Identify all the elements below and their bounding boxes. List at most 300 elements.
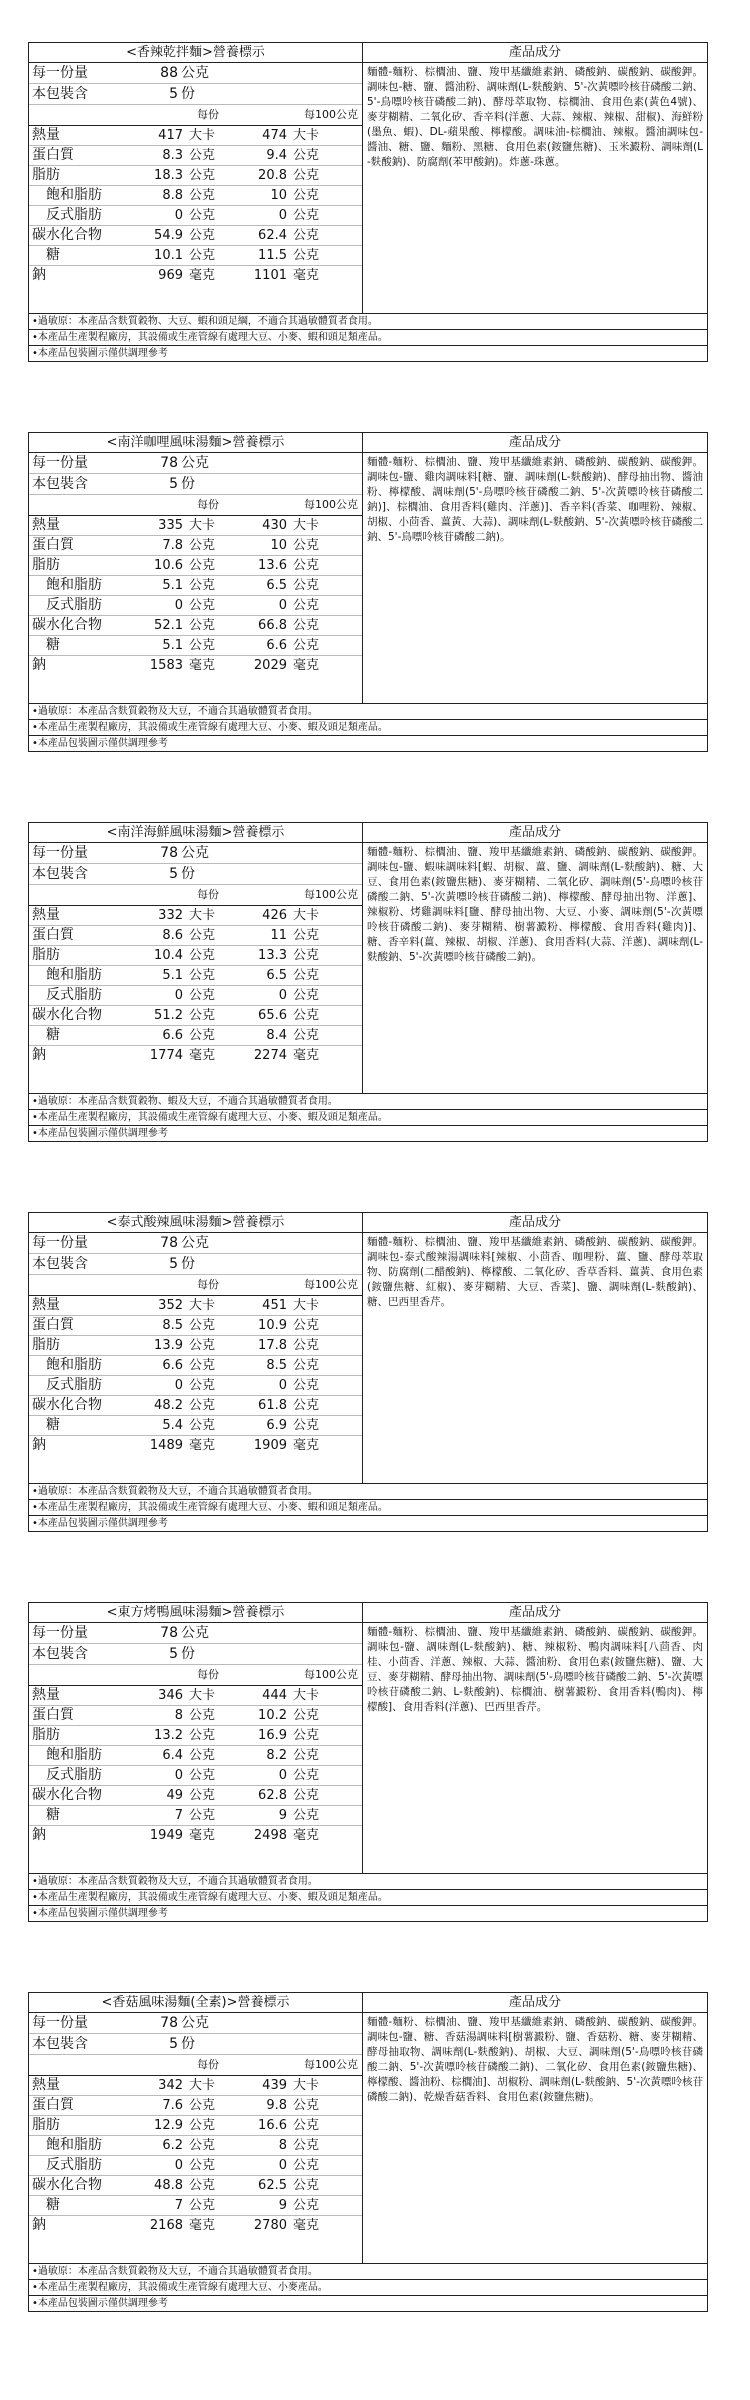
nutrient-label: 熱量 xyxy=(32,1687,60,1703)
per-100g-value: 430 xyxy=(262,518,287,533)
ingredients-text: 麵體-麵粉、棕櫚油、鹽、羧甲基纖維素鈉、磷酸鈉、碳酸鈉、碳酸鉀。調味包-泰式酸辣湯調味料[辣椒、小茴香、咖哩粉、薑、鹽、酵母萃取物、防腐劑(二醋酸鈉)、檸檬酸、二氧化矽、香草香料、薑黃、食用色素(銨鹽焦糖、紅椒)、麥芽糊精、大豆、香菜]、鹽、調味劑(L-麩酸鈉)、糖、巴西里香芹。 xyxy=(367,1236,703,1308)
nutrition-row-sugar xyxy=(29,1026,362,1046)
per-serving-value: 10.6 xyxy=(154,558,183,573)
per-100g-value: 451 xyxy=(262,1298,287,1313)
nutrition-header xyxy=(29,2055,362,2076)
servings-unit: 份 xyxy=(181,1646,195,1662)
nutrition-row-sugar xyxy=(29,636,362,656)
unit-label: 公克 xyxy=(293,598,320,613)
unit-label: 公克 xyxy=(189,1808,216,1823)
nutrition-header xyxy=(29,1275,362,1296)
unit-label: 大卡 xyxy=(293,2078,320,2093)
nutrition-label-card xyxy=(28,1602,708,1922)
nutrition-table-area xyxy=(29,823,707,1094)
servings-unit: 份 xyxy=(181,2036,195,2052)
per-100g-value: 16.9 xyxy=(258,1728,287,1743)
per-serving-value: 8.5 xyxy=(162,1318,183,1333)
per-serving-value: 8.8 xyxy=(162,188,183,203)
nutrition-table-area xyxy=(29,1213,707,1484)
nutrient-label: 飽和脂肪 xyxy=(46,1357,102,1373)
nutrition-row-sat_fat xyxy=(29,2136,362,2156)
unit-label: 公克 xyxy=(189,2138,216,2153)
nutrient-label: 熱量 xyxy=(32,1297,60,1313)
per-100g-value: 20.8 xyxy=(258,168,287,183)
unit-label: 毫克 xyxy=(293,268,320,283)
nutrition-facts xyxy=(29,433,363,703)
per-serving-value: 352 xyxy=(158,1298,183,1313)
per-serving-value: 7 xyxy=(174,2198,183,2213)
per-100g-value: 2780 xyxy=(253,2218,287,2233)
unit-label: 毫克 xyxy=(189,268,216,283)
per-100g-value: 13.6 xyxy=(258,558,287,573)
per-serving-value: 7.6 xyxy=(162,2098,183,2113)
unit-label: 公克 xyxy=(293,578,320,593)
per-serving-value: 7.8 xyxy=(162,538,183,553)
serving-size-value: 78 xyxy=(160,1235,178,1251)
unit-label: 公克 xyxy=(293,558,320,573)
nutrition-row-fat xyxy=(29,2116,362,2136)
nutrient-label: 碳水化合物 xyxy=(32,617,102,633)
nutrition-row-sodium xyxy=(29,266,362,285)
servings-value: 5 xyxy=(169,1256,178,1272)
serving-size-label: 每一份量 xyxy=(32,455,88,471)
per-100g-header: 每100公克 xyxy=(304,888,358,901)
per-serving-value: 335 xyxy=(158,518,183,533)
per-serving-value: 5.1 xyxy=(162,578,183,593)
nutrient-label: 糖 xyxy=(46,247,60,263)
unit-label: 公克 xyxy=(189,558,216,573)
nutrition-row-carbs xyxy=(29,616,362,636)
servings-value: 5 xyxy=(169,86,178,102)
unit-label: 毫克 xyxy=(189,1048,216,1063)
allergen-note: •本產品包裝圖示僅供調理參考 xyxy=(32,1518,168,1529)
unit-label: 公克 xyxy=(293,1318,320,1333)
servings-label: 本包裝含 xyxy=(32,1256,88,1272)
nutrient-label: 蛋白質 xyxy=(32,2097,74,2113)
nutrition-row-protein xyxy=(29,926,362,946)
allergen-note: •本產品生產製程廠房，其設備或生產管線有處理大豆、小麥、蝦及頭足類產品。 xyxy=(29,720,707,736)
per-100g-value: 2498 xyxy=(253,1828,287,1843)
ingredients-panel xyxy=(363,1993,707,2263)
unit-label: 公克 xyxy=(293,2098,320,2113)
unit-label: 公克 xyxy=(189,598,216,613)
unit-label: 公克 xyxy=(189,1788,216,1803)
nutrient-label: 熱量 xyxy=(32,517,60,533)
servings-row xyxy=(29,84,362,105)
nutrition-row-protein xyxy=(29,536,362,556)
unit-label: 公克 xyxy=(189,1008,216,1023)
unit-label: 公克 xyxy=(293,1728,320,1743)
unit-label: 公克 xyxy=(293,228,320,243)
nutrient-label: 鈉 xyxy=(32,2217,46,2233)
servings-value: 5 xyxy=(169,476,178,492)
unit-label: 公克 xyxy=(293,2118,320,2133)
allergen-note: •本產品包裝圖示僅供調理參考 xyxy=(32,738,168,749)
unit-label: 毫克 xyxy=(293,1048,320,1063)
unit-label: 公克 xyxy=(189,1358,216,1373)
unit-label: 公克 xyxy=(293,1808,320,1823)
serving-size-row xyxy=(29,453,362,474)
nutrition-facts xyxy=(29,43,363,313)
ingredients-panel xyxy=(363,43,707,313)
unit-label: 公克 xyxy=(293,168,320,183)
unit-label: 公克 xyxy=(189,188,216,203)
nutrient-label: 糖 xyxy=(46,1417,60,1433)
nutrient-label: 脂肪 xyxy=(32,2117,60,2133)
allergen-note: •本產品生產製程廠房，其設備或生產管線有處理大豆、小麥產品。 xyxy=(29,2280,707,2296)
per-serving-value: 417 xyxy=(158,128,183,143)
unit-label: 毫克 xyxy=(189,2218,216,2233)
per-100g-value: 65.6 xyxy=(258,1008,287,1023)
servings-row xyxy=(29,1254,362,1275)
unit-label: 毫克 xyxy=(293,1828,320,1843)
per-100g-value: 6.5 xyxy=(266,578,287,593)
unit-label: 公克 xyxy=(189,928,216,943)
nutrition-header xyxy=(29,1665,362,1686)
nutrient-label: 鈉 xyxy=(32,657,46,673)
nutrient-label: 鈉 xyxy=(32,1047,46,1063)
per-serving-value: 5.1 xyxy=(162,968,183,983)
unit-label: 大卡 xyxy=(293,1688,320,1703)
servings-unit: 份 xyxy=(181,86,195,102)
per-100g-value: 8.4 xyxy=(266,1028,287,1043)
per-serving-value: 5.1 xyxy=(162,638,183,653)
nutrient-label: 脂肪 xyxy=(32,947,60,963)
per-100g-value: 444 xyxy=(262,1688,287,1703)
per-100g-value: 10.9 xyxy=(258,1318,287,1333)
unit-label: 公克 xyxy=(189,168,216,183)
per-serving-value: 0 xyxy=(174,1378,183,1393)
nutrient-label: 蛋白質 xyxy=(32,927,74,943)
unit-label: 大卡 xyxy=(293,908,320,923)
unit-label: 公克 xyxy=(293,148,320,163)
per-100g-header: 每100公克 xyxy=(304,498,358,511)
ingredients-panel xyxy=(363,1213,707,1483)
nutrition-row-fat xyxy=(29,166,362,186)
serving-size-row xyxy=(29,2013,362,2034)
per-100g-value: 0 xyxy=(278,1768,287,1783)
nutrition-header xyxy=(29,885,362,906)
unit-label: 公克 xyxy=(189,988,216,1003)
per-100g-value: 0 xyxy=(278,2158,287,2173)
nutrition-row-sugar xyxy=(29,1806,362,1826)
nutrient-label: 糖 xyxy=(46,637,60,653)
per-100g-value: 62.8 xyxy=(258,1788,287,1803)
per-serving-value: 1774 xyxy=(149,1048,183,1063)
nutrient-label: 熱量 xyxy=(32,907,60,923)
unit-label: 大卡 xyxy=(293,1298,320,1313)
ingredients-title: 產品成分 xyxy=(363,1603,707,1623)
servings-value: 5 xyxy=(169,1646,178,1662)
ingredients-text: 麵體-麵粉、棕櫚油、鹽、羧甲基纖維素鈉、磷酸鈉、碳酸鈉、碳酸鉀。調味包-鹽、蝦味調味料[蝦、胡椒、薑、鹽、調味劑(L-麩酸鈉)、糖、大豆、食用色素(銨鹽焦糖)、麥芽糊精、二氧化矽、調味劑(5'-鳥嘌呤核苷磷酸二鈉、5'-次黃嘌呤核苷磷酸二鈉)、檸檬酸、酵母抽出物、洋蔥]、辣椒粉、烤雞調味料[鹽、酵母抽出物、大豆、小麥、調味劑(5'-次黃嘌呤核苷磷酸二鈉)、麥芽糊精、樹薯澱粉、檸檬酸、食用香料(雞肉)]、糖、香辛料(薑、辣椒、胡椒、洋蔥)、食用香料(大蒜、洋蔥)、調味劑(L-麩酸鈉、5'-次黃嘌呤核苷磷酸二鈉)。 xyxy=(367,846,703,963)
unit-label: 公克 xyxy=(293,1378,320,1393)
nutrient-label: 脂肪 xyxy=(32,167,60,183)
servings-row xyxy=(29,474,362,495)
per-serving-value: 13.2 xyxy=(154,1728,183,1743)
per-100g-value: 426 xyxy=(262,908,287,923)
per-100g-value: 11 xyxy=(270,928,287,943)
nutrient-label: 飽和脂肪 xyxy=(46,577,102,593)
nutrient-label: 脂肪 xyxy=(32,1727,60,1743)
nutrition-row-sat_fat xyxy=(29,186,362,206)
servings-label: 本包裝含 xyxy=(32,2036,88,2052)
notes-section xyxy=(29,1874,707,1921)
per-serving-value: 6.4 xyxy=(162,1748,183,1763)
nutrition-label-card xyxy=(28,432,708,752)
serving-size-unit: 公克 xyxy=(181,1235,209,1251)
per-serving-value: 332 xyxy=(158,908,183,923)
nutrient-label: 熱量 xyxy=(32,127,60,143)
nutrition-row-trans_fat xyxy=(29,1376,362,1396)
ingredients-text: 麵體-麵粉、棕櫚油、鹽、羧甲基纖維素鈉、磷酸鈉、碳酸鈉、碳酸鉀。調味包-糖、鹽、醬油粉、調味劑(L-麩酸鈉、5'-次黃嘌呤核苷磷酸二鈉、5'-鳥嘌呤核苷磷酸二鈉)、酵母萃取物、棕櫚油、食用色素(黃色4號)、麥芽糊精、二氧化矽、香辛料(洋蔥、大蒜、辣椒、辣椒、甜椒)、海鮮粉(墨魚、蝦)、DL-蘋果酸、檸檬酸。調味油-棕櫚油、辣椒。醬油調味包-醬油、糖、鹽、麵粉、黑糖、食用色素(銨鹽焦糖)、玉米澱粉、調味劑(L-麩酸鈉)、防腐劑(苯甲酸鈉)。炸蔥-珠蔥。 xyxy=(367,66,703,168)
nutrient-label: 蛋白質 xyxy=(32,1707,74,1723)
per-100g-value: 6.9 xyxy=(266,1418,287,1433)
unit-label: 公克 xyxy=(293,1418,320,1433)
unit-label: 毫克 xyxy=(189,1828,216,1843)
nutrition-facts xyxy=(29,823,363,1093)
per-serving-value: 5.4 xyxy=(162,1418,183,1433)
ingredients-panel xyxy=(363,823,707,1093)
per-serving-header: 每份 xyxy=(197,1668,219,1681)
unit-label: 公克 xyxy=(293,618,320,633)
nutrient-label: 飽和脂肪 xyxy=(46,967,102,983)
notes-section xyxy=(29,314,707,361)
serving-size-label: 每一份量 xyxy=(32,1625,88,1641)
nutrition-row-sat_fat xyxy=(29,576,362,596)
nutrient-label: 脂肪 xyxy=(32,1337,60,1353)
nutrition-facts xyxy=(29,1213,363,1483)
per-100g-value: 9.4 xyxy=(266,148,287,163)
nutrition-row-sugar xyxy=(29,1416,362,1436)
per-serving-value: 0 xyxy=(174,988,183,1003)
allergen-note: •過敏原：本產品含麩質穀物、大豆、蝦和頭足綱，不適合其過敏體質者食用。 xyxy=(29,314,707,330)
per-serving-value: 969 xyxy=(158,268,183,283)
per-100g-value: 0 xyxy=(278,598,287,613)
ingredients-title: 產品成分 xyxy=(363,823,707,843)
per-serving-value: 12.9 xyxy=(154,2118,183,2133)
per-100g-value: 6.6 xyxy=(266,638,287,653)
per-serving-value: 6.6 xyxy=(162,1028,183,1043)
serving-size-row xyxy=(29,1623,362,1644)
per-100g-value: 1101 xyxy=(253,268,287,283)
servings-label: 本包裝含 xyxy=(32,86,88,102)
nutrient-label: 脂肪 xyxy=(32,557,60,573)
ingredients-title: 產品成分 xyxy=(363,1213,707,1233)
allergen-note: •本產品生產製程廠房，其設備或生產管線有處理大豆、小麥、蝦和頭足類產品。 xyxy=(29,330,707,346)
nutrient-label: 碳水化合物 xyxy=(32,227,102,243)
unit-label: 大卡 xyxy=(293,518,320,533)
per-serving-value: 2168 xyxy=(149,2218,183,2233)
unit-label: 公克 xyxy=(189,948,216,963)
per-serving-value: 48.2 xyxy=(154,1398,183,1413)
serving-size-unit: 公克 xyxy=(181,2015,209,2031)
nutrient-label: 反式脂肪 xyxy=(46,1377,102,1393)
per-serving-value: 6.6 xyxy=(162,1358,183,1373)
notes-section xyxy=(29,2264,707,2311)
unit-label: 公克 xyxy=(293,968,320,983)
nutrition-row-trans_fat xyxy=(29,596,362,616)
allergen-note: •過敏原：本產品含麩質穀物及大豆，不適合其過敏體質者食用。 xyxy=(29,1874,707,1890)
servings-value: 5 xyxy=(169,2036,178,2052)
unit-label: 公克 xyxy=(293,1748,320,1763)
per-100g-value: 0 xyxy=(278,208,287,223)
notes-section xyxy=(29,1484,707,1531)
serving-size-unit: 公克 xyxy=(181,65,209,81)
nutrient-label: 反式脂肪 xyxy=(46,2157,102,2173)
nutrient-label: 反式脂肪 xyxy=(46,597,102,613)
nutrition-row-energy xyxy=(29,1296,362,1316)
per-100g-value: 439 xyxy=(262,2078,287,2093)
per-serving-value: 8.3 xyxy=(162,148,183,163)
nutrition-row-carbs xyxy=(29,2176,362,2196)
per-serving-header: 每份 xyxy=(197,1278,219,1291)
unit-label: 公克 xyxy=(293,2158,320,2173)
unit-label: 公克 xyxy=(189,1378,216,1393)
per-100g-value: 9 xyxy=(278,2198,287,2213)
unit-label: 公克 xyxy=(293,988,320,1003)
nutrition-title: <南洋咖哩風味湯麵>營養標示 xyxy=(29,433,362,453)
serving-size-row xyxy=(29,63,362,84)
unit-label: 公克 xyxy=(189,228,216,243)
nutrient-label: 蛋白質 xyxy=(32,1317,74,1333)
allergen-note: •本產品包裝圖示僅供調理參考 xyxy=(32,1128,168,1139)
unit-label: 公克 xyxy=(293,1768,320,1783)
per-100g-value: 1909 xyxy=(253,1438,287,1453)
servings-label: 本包裝含 xyxy=(32,866,88,882)
unit-label: 公克 xyxy=(189,248,216,263)
nutrition-row-carbs xyxy=(29,1786,362,1806)
servings-unit: 份 xyxy=(181,866,195,882)
serving-size-value: 78 xyxy=(160,1625,178,1641)
nutrient-label: 蛋白質 xyxy=(32,537,74,553)
serving-size-unit: 公克 xyxy=(181,845,209,861)
nutrient-label: 飽和脂肪 xyxy=(46,187,102,203)
nutrient-label: 熱量 xyxy=(32,2077,60,2093)
unit-label: 公克 xyxy=(293,2178,320,2193)
allergen-note: •過敏原：本產品含麩質穀物及大豆，不適合其過敏體質者食用。 xyxy=(29,1484,707,1500)
unit-label: 毫克 xyxy=(293,1438,320,1453)
per-100g-value: 61.8 xyxy=(258,1398,287,1413)
per-serving-value: 49 xyxy=(166,1788,183,1803)
per-100g-value: 62.4 xyxy=(258,228,287,243)
nutrient-label: 飽和脂肪 xyxy=(46,2137,102,2153)
nutrient-label: 碳水化合物 xyxy=(32,1397,102,1413)
nutrient-label: 鈉 xyxy=(32,1437,46,1453)
unit-label: 毫克 xyxy=(189,1438,216,1453)
nutrition-table-area xyxy=(29,43,707,314)
nutrient-label: 反式脂肪 xyxy=(46,1767,102,1783)
unit-label: 公克 xyxy=(189,1418,216,1433)
per-serving-value: 10.1 xyxy=(154,248,183,263)
unit-label: 公克 xyxy=(189,208,216,223)
per-100g-value: 6.5 xyxy=(266,968,287,983)
unit-label: 公克 xyxy=(189,618,216,633)
per-serving-value: 52.1 xyxy=(154,618,183,633)
per-serving-header: 每份 xyxy=(197,888,219,901)
per-serving-value: 18.3 xyxy=(154,168,183,183)
nutrition-row-sodium xyxy=(29,656,362,675)
per-100g-value: 10.2 xyxy=(258,1708,287,1723)
nutrition-row-fat xyxy=(29,1726,362,1746)
per-100g-value: 0 xyxy=(278,988,287,1003)
ingredients-title: 產品成分 xyxy=(363,433,707,453)
unit-label: 毫克 xyxy=(189,658,216,673)
allergen-note: •過敏原：本產品含麩質穀物及大豆，不適合其過敏體質者食用。 xyxy=(29,704,707,720)
nutrition-header xyxy=(29,495,362,516)
nutrient-label: 反式脂肪 xyxy=(46,987,102,1003)
per-100g-value: 17.8 xyxy=(258,1338,287,1353)
ingredients-text: 麵體-麵粉、棕櫚油、鹽、羧甲基纖維素鈉、磷酸鈉、碳酸鈉、碳酸鉀。調味包-鹽、糖、香菇湯調味料[樹薯澱粉、鹽、香菇粉、糖、麥芽糊精、酵母抽取物、調味劑(L-麩酸鈉)、胡椒、大豆、調味劑(5'-鳥嘌呤核苷磷酸二鈉、5'-次黃嘌呤核苷磷酸二鈉)、二氧化矽、食用色素(銨鹽焦糖)、檸檬酸、醬油粉、棕櫚油]、胡椒粉、調味劑(L-麩酸鈉、5'-次黃嘌呤核苷磷酸二鈉)、乾燥香菇香料、食用色素(銨鹽焦糖)。 xyxy=(367,2016,703,2103)
unit-label: 公克 xyxy=(189,2158,216,2173)
nutrition-row-protein xyxy=(29,146,362,166)
nutrition-label-card xyxy=(28,822,708,1142)
unit-label: 公克 xyxy=(293,948,320,963)
nutrition-label-card xyxy=(28,1992,708,2312)
serving-size-label: 每一份量 xyxy=(32,65,88,81)
per-100g-value: 10 xyxy=(270,188,287,203)
nutrition-row-sodium xyxy=(29,1436,362,1455)
serving-size-value: 78 xyxy=(160,2015,178,2031)
serving-size-row xyxy=(29,843,362,864)
nutrition-title: <泰式酸辣風味湯麵>營養標示 xyxy=(29,1213,362,1233)
nutrition-row-trans_fat xyxy=(29,986,362,1006)
servings-row xyxy=(29,2034,362,2055)
unit-label: 公克 xyxy=(293,1398,320,1413)
ingredients-panel xyxy=(363,433,707,703)
servings-unit: 份 xyxy=(181,476,195,492)
nutrition-row-sodium xyxy=(29,2216,362,2235)
notes-section xyxy=(29,1094,707,1141)
per-100g-value: 9.8 xyxy=(266,2098,287,2113)
per-serving-value: 346 xyxy=(158,1688,183,1703)
nutrition-title: <東方烤鴨風味湯麵>營養標示 xyxy=(29,1603,362,1623)
serving-size-unit: 公克 xyxy=(181,455,209,471)
unit-label: 公克 xyxy=(293,1708,320,1723)
nutrition-row-sat_fat xyxy=(29,1356,362,1376)
per-serving-value: 6.2 xyxy=(162,2138,183,2153)
per-serving-value: 0 xyxy=(174,598,183,613)
per-100g-value: 2029 xyxy=(253,658,287,673)
nutrition-row-fat xyxy=(29,1336,362,1356)
servings-label: 本包裝含 xyxy=(32,476,88,492)
unit-label: 大卡 xyxy=(189,908,216,923)
unit-label: 公克 xyxy=(189,1338,216,1353)
per-100g-header: 每100公克 xyxy=(304,108,358,121)
allergen-note: •本產品包裝圖示僅供調理參考 xyxy=(32,2298,168,2309)
unit-label: 大卡 xyxy=(189,1298,216,1313)
per-100g-value: 13.3 xyxy=(258,948,287,963)
nutrition-row-carbs xyxy=(29,1396,362,1416)
nutrition-row-protein xyxy=(29,2096,362,2116)
serving-size-value: 78 xyxy=(160,845,178,861)
per-100g-value: 11.5 xyxy=(258,248,287,263)
per-serving-value: 0 xyxy=(174,2158,183,2173)
nutrition-row-sugar xyxy=(29,246,362,266)
unit-label: 公克 xyxy=(189,578,216,593)
unit-label: 公克 xyxy=(189,1728,216,1743)
serving-size-value: 78 xyxy=(160,455,178,471)
allergen-note: •過敏原：本產品含麩質穀物、蝦及大豆，不適合其過敏體質者食用。 xyxy=(29,1094,707,1110)
allergen-note: •本產品包裝圖示僅供調理參考 xyxy=(32,348,168,359)
serving-size-label: 每一份量 xyxy=(32,1235,88,1251)
nutrition-row-sodium xyxy=(29,1826,362,1845)
unit-label: 公克 xyxy=(189,2198,216,2213)
nutrient-label: 碳水化合物 xyxy=(32,1007,102,1023)
nutrition-row-energy xyxy=(29,2076,362,2096)
ingredients-panel xyxy=(363,1603,707,1873)
per-serving-value: 13.9 xyxy=(154,1338,183,1353)
allergen-note: •本產品生產製程廠房，其設備或生產管線有處理大豆、小麥、蝦及頭足類產品。 xyxy=(29,1110,707,1126)
